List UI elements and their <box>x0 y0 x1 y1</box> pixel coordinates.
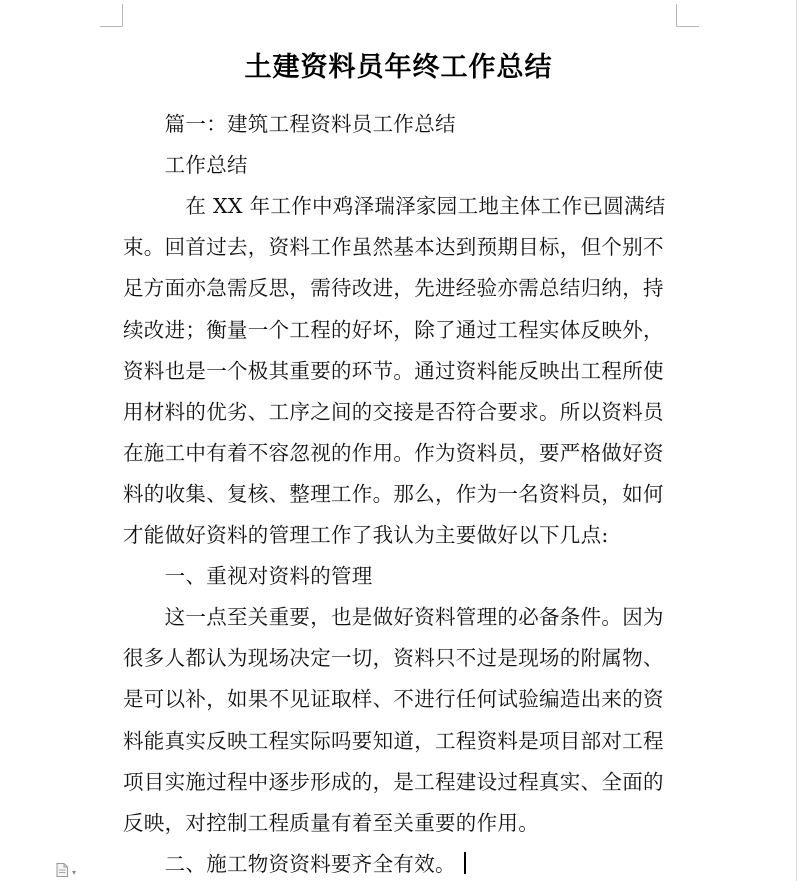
document-line: 用材料的优劣、工序之间的交接是否符合要求。所以资料员 <box>123 399 664 424</box>
triangle-down-icon[interactable]: ▾ <box>72 868 77 877</box>
text-cursor <box>464 852 466 874</box>
document-line: 一、重视对资料的管理 <box>164 564 373 589</box>
document-line: 足方面亦急需反思，需待改进，先进经验亦需总结归纳，持 <box>123 276 664 301</box>
document-line: 资料也是一个极其重要的环节。通过资料能反映出工程所使 <box>123 358 664 383</box>
document-line: 很多人都认为现场决定一切，资料只不过是现场的附属物、 <box>123 646 664 671</box>
document-line: 束。回首过去，资料工作虽然基本达到预期目标，但个别不 <box>123 235 664 260</box>
document-line: 篇一：建筑工程资料员工作总结 <box>164 112 456 136</box>
document-line: 工作总结 <box>164 153 248 178</box>
document-line: 这一点至关重要，也是做好资料管理的必备条件。因为 <box>164 605 664 630</box>
document-icon[interactable] <box>56 863 68 877</box>
document-line: 料能真实反映工程实际吗要知道，工程资料是项目部对工程 <box>123 728 664 753</box>
document-line: 反映，对控制工程质量有着至关重要的作用。 <box>123 810 539 835</box>
document-title: 土建资料员年终工作总结 <box>244 52 553 83</box>
document-line: 料的收集、复核、整理工作。那么，作为一名资料员，如何 <box>123 481 664 506</box>
document-line: 二、施工物资资料要齐全有效。 <box>123 850 725 878</box>
document-line: 项目实施过程中逐步形成的，是工程建设过程真实、全面的 <box>123 769 664 794</box>
margin-corner-top-right <box>676 4 699 27</box>
document-line: 才能做好资料的管理工作了我认为主要做好以下几点: <box>123 523 609 547</box>
margin-corner-top-left <box>100 4 123 27</box>
document-line: 是可以补，如果不见证取样、不进行任何试验编造出来的资 <box>123 687 664 712</box>
document-line: 在施工中有着不容忽视的作用。作为资料员，要严格做好资 <box>123 440 664 465</box>
document-line: 续改进；衡量一个工程的好坏，除了通过工程实体反映外， <box>123 317 664 342</box>
document-line: 在 XX 年工作中鸡泽瑞泽家园工地主体工作已圆满结 <box>185 194 666 219</box>
